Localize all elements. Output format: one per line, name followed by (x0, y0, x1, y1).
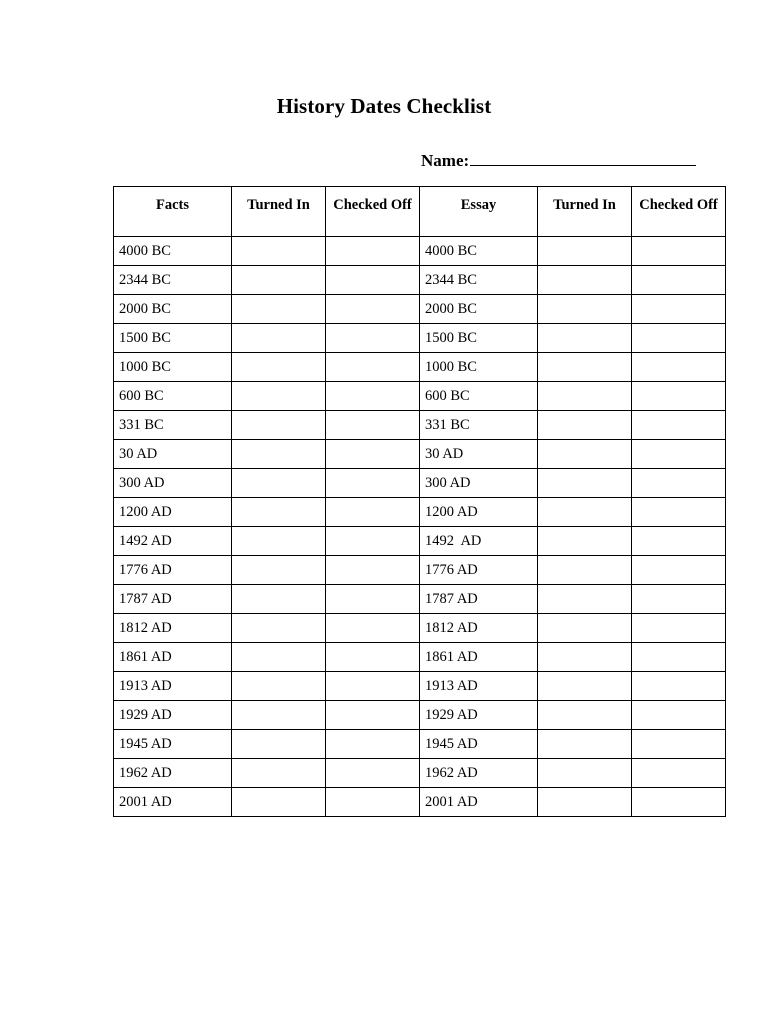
essay-turned-in-cell[interactable] (538, 411, 632, 440)
facts-checked-off-cell[interactable] (326, 324, 420, 353)
essay-turned-in-cell[interactable] (538, 469, 632, 498)
essay-date-cell: 1962 AD (420, 759, 538, 788)
essay-turned-in-cell[interactable] (538, 730, 632, 759)
essay-turned-in-cell[interactable] (538, 672, 632, 701)
facts-checked-off-cell[interactable] (326, 498, 420, 527)
essay-checked-off-cell[interactable] (632, 701, 726, 730)
facts-date-cell: 1812 AD (114, 614, 232, 643)
table-row (114, 614, 726, 643)
essay-date-cell: 1929 AD (420, 701, 538, 730)
facts-date-cell: 1500 BC (114, 324, 232, 353)
table-row (114, 440, 726, 469)
facts-checked-off-cell[interactable] (326, 585, 420, 614)
facts-date-cell: 1492 AD (114, 527, 232, 556)
table-row (114, 788, 726, 817)
essay-date-cell: 1787 AD (420, 585, 538, 614)
essay-checked-off-cell[interactable] (632, 585, 726, 614)
header-essay-checked-off: Checked Off (632, 187, 726, 237)
facts-turned-in-cell[interactable] (232, 266, 326, 295)
essay-turned-in-cell[interactable] (538, 237, 632, 266)
table-row (114, 672, 726, 701)
facts-checked-off-cell[interactable] (326, 759, 420, 788)
header-row (114, 187, 726, 237)
header-essay-turned-in: Turned In (538, 187, 632, 237)
header-facts: Facts (114, 187, 232, 237)
table-row (114, 237, 726, 266)
essay-turned-in-cell[interactable] (538, 527, 632, 556)
essay-checked-off-cell[interactable] (632, 440, 726, 469)
essay-date-cell: 1492 AD (420, 527, 538, 556)
essay-checked-off-cell[interactable] (632, 556, 726, 585)
essay-date-cell: 4000 BC (420, 237, 538, 266)
essay-date-cell: 1861 AD (420, 643, 538, 672)
essay-date-cell: 331 BC (420, 411, 538, 440)
table-row (114, 469, 726, 498)
table-row (114, 266, 726, 295)
table-row (114, 643, 726, 672)
facts-date-cell: 1776 AD (114, 556, 232, 585)
essay-checked-off-cell[interactable] (632, 411, 726, 440)
essay-checked-off-cell[interactable] (632, 382, 726, 411)
facts-date-cell: 1945 AD (114, 730, 232, 759)
table-row (114, 527, 726, 556)
header-facts-checked-off: Checked Off (326, 187, 420, 237)
essay-checked-off-cell[interactable] (632, 527, 726, 556)
facts-checked-off-cell[interactable] (326, 788, 420, 817)
essay-checked-off-cell[interactable] (632, 469, 726, 498)
essay-date-cell: 30 AD (420, 440, 538, 469)
facts-date-cell: 1000 BC (114, 353, 232, 382)
facts-checked-off-cell[interactable] (326, 237, 420, 266)
facts-checked-off-cell[interactable] (326, 614, 420, 643)
table-row (114, 759, 726, 788)
essay-date-cell: 600 BC (420, 382, 538, 411)
essay-checked-off-cell[interactable] (632, 759, 726, 788)
facts-turned-in-cell[interactable] (232, 701, 326, 730)
essay-checked-off-cell[interactable] (632, 353, 726, 382)
facts-turned-in-cell[interactable] (232, 556, 326, 585)
essay-checked-off-cell[interactable] (632, 614, 726, 643)
facts-checked-off-cell[interactable] (326, 411, 420, 440)
essay-date-cell: 1000 BC (420, 353, 538, 382)
table-row (114, 295, 726, 324)
essay-checked-off-cell[interactable] (632, 643, 726, 672)
essay-turned-in-cell[interactable] (538, 295, 632, 324)
facts-turned-in-cell[interactable] (232, 788, 326, 817)
facts-turned-in-cell[interactable] (232, 295, 326, 324)
facts-date-cell: 1913 AD (114, 672, 232, 701)
essay-checked-off-cell[interactable] (632, 498, 726, 527)
essay-turned-in-cell[interactable] (538, 701, 632, 730)
essay-checked-off-cell[interactable] (632, 672, 726, 701)
essay-turned-in-cell[interactable] (538, 498, 632, 527)
essay-date-cell: 1500 BC (420, 324, 538, 353)
facts-checked-off-cell[interactable] (326, 440, 420, 469)
facts-date-cell: 300 AD (114, 469, 232, 498)
essay-date-cell: 1200 AD (420, 498, 538, 527)
essay-turned-in-cell[interactable] (538, 266, 632, 295)
facts-turned-in-cell[interactable] (232, 469, 326, 498)
facts-date-cell: 1787 AD (114, 585, 232, 614)
essay-date-cell: 1945 AD (420, 730, 538, 759)
facts-turned-in-cell[interactable] (232, 759, 326, 788)
header-facts-turned-in: Turned In (232, 187, 326, 237)
page-title: History Dates Checklist (276, 94, 492, 118)
name-label: Name: (421, 151, 470, 170)
essay-turned-in-cell[interactable] (538, 324, 632, 353)
table-row (114, 498, 726, 527)
table-row (114, 730, 726, 759)
facts-date-cell: 1929 AD (114, 701, 232, 730)
essay-turned-in-cell[interactable] (538, 788, 632, 817)
facts-checked-off-cell[interactable] (326, 469, 420, 498)
essay-turned-in-cell[interactable] (538, 614, 632, 643)
facts-date-cell: 30 AD (114, 440, 232, 469)
essay-date-cell: 2000 BC (420, 295, 538, 324)
facts-turned-in-cell[interactable] (232, 527, 326, 556)
essay-checked-off-cell[interactable] (632, 788, 726, 817)
essay-date-cell: 1812 AD (420, 614, 538, 643)
facts-turned-in-cell[interactable] (232, 614, 326, 643)
facts-turned-in-cell[interactable] (232, 353, 326, 382)
essay-checked-off-cell[interactable] (632, 730, 726, 759)
facts-date-cell: 2344 BC (114, 266, 232, 295)
essay-turned-in-cell[interactable] (538, 440, 632, 469)
facts-checked-off-cell[interactable] (326, 730, 420, 759)
essay-date-cell: 2001 AD (420, 788, 538, 817)
table-row (114, 353, 726, 382)
facts-turned-in-cell[interactable] (232, 730, 326, 759)
facts-date-cell: 1861 AD (114, 643, 232, 672)
facts-date-cell: 1200 AD (114, 498, 232, 527)
facts-checked-off-cell[interactable] (326, 672, 420, 701)
facts-turned-in-cell[interactable] (232, 411, 326, 440)
essay-turned-in-cell[interactable] (538, 585, 632, 614)
essay-checked-off-cell[interactable] (632, 237, 726, 266)
facts-turned-in-cell[interactable] (232, 585, 326, 614)
facts-turned-in-cell[interactable] (232, 382, 326, 411)
facts-checked-off-cell[interactable] (326, 527, 420, 556)
essay-turned-in-cell[interactable] (538, 759, 632, 788)
facts-checked-off-cell[interactable] (326, 556, 420, 585)
table-row (114, 585, 726, 614)
facts-date-cell: 1962 AD (114, 759, 232, 788)
facts-date-cell: 2001 AD (114, 788, 232, 817)
table-row (114, 382, 726, 411)
facts-date-cell: 4000 BC (114, 237, 232, 266)
facts-turned-in-cell[interactable] (232, 643, 326, 672)
essay-turned-in-cell[interactable] (538, 643, 632, 672)
facts-checked-off-cell[interactable] (326, 382, 420, 411)
essay-date-cell: 1913 AD (420, 672, 538, 701)
facts-date-cell: 331 BC (114, 411, 232, 440)
table-row (114, 411, 726, 440)
table-row (114, 324, 726, 353)
header-essay: Essay (420, 187, 538, 237)
facts-checked-off-cell[interactable] (326, 353, 420, 382)
facts-turned-in-cell[interactable] (232, 237, 326, 266)
facts-checked-off-cell[interactable] (326, 266, 420, 295)
essay-checked-off-cell[interactable] (632, 324, 726, 353)
essay-turned-in-cell[interactable] (538, 382, 632, 411)
facts-turned-in-cell[interactable] (232, 440, 326, 469)
name-blank-line[interactable] (470, 148, 696, 166)
essay-turned-in-cell[interactable] (538, 353, 632, 382)
facts-turned-in-cell[interactable] (232, 324, 326, 353)
facts-checked-off-cell[interactable] (326, 295, 420, 324)
essay-date-cell: 2344 BC (420, 266, 538, 295)
facts-date-cell: 2000 BC (114, 295, 232, 324)
essay-date-cell: 300 AD (420, 469, 538, 498)
table-row (114, 556, 726, 585)
facts-checked-off-cell[interactable] (326, 701, 420, 730)
name-field[interactable] (421, 148, 696, 171)
facts-checked-off-cell[interactable] (326, 643, 420, 672)
checklist-table (113, 186, 726, 817)
facts-turned-in-cell[interactable] (232, 498, 326, 527)
essay-checked-off-cell[interactable] (632, 266, 726, 295)
essay-date-cell: 1776 AD (420, 556, 538, 585)
essay-turned-in-cell[interactable] (538, 556, 632, 585)
facts-date-cell: 600 BC (114, 382, 232, 411)
table-row (114, 701, 726, 730)
facts-turned-in-cell[interactable] (232, 672, 326, 701)
essay-checked-off-cell[interactable] (632, 295, 726, 324)
